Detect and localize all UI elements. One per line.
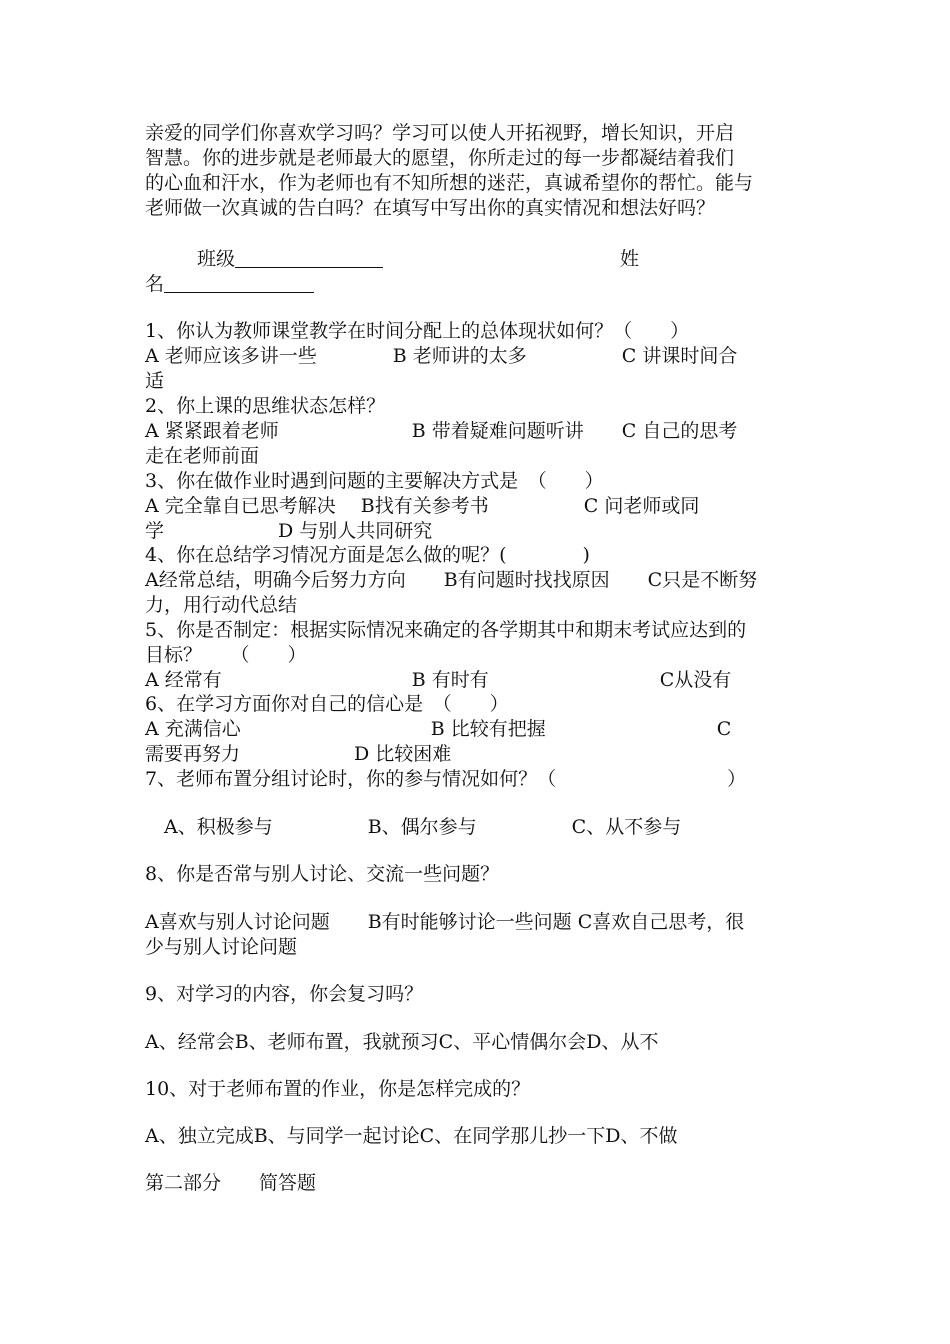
class-blank[interactable] [235,247,383,268]
question-4-options-cont: 力，用行动代总结 [145,594,298,616]
question-2-options-cont: 走在老师前面 [145,445,260,467]
class-label: 班级 [197,248,236,270]
question-9-options: A、经常会B、老师布置，我就预习C、平心情偶尔会D、从不 [145,1031,659,1053]
name-blank[interactable] [164,272,314,293]
question-5: 5、你是否制定：根据实际情况来确定的各学期其中和期末考试应达到的 [145,619,747,641]
question-7: 7、老师布置分组讨论时，你的参与情况如何？（ ） [145,768,747,790]
name-field [145,272,314,297]
question-3-options: A 完全靠自已思考解决 B找有关参考书 C 问老师或同 [145,495,700,517]
question-6-options: A 充满信心 B 比较有把握 C [145,718,732,740]
question-4-options: A经常总结，明确今后努力方向 B有问题时找找原因 C只是不断努 [145,569,758,591]
intro-line: 的心血和汗水，作为老师也有不知所想的迷茫，真诚希望你的帮忙。能与 [145,172,754,194]
question-3-options-cont: 学 D 与别人共同研究 [145,520,433,542]
section-heading: 第二部分 简答题 [145,1172,317,1194]
question-5-options: A 经常有 B 有时有 C从没有 [145,669,732,691]
question-6: 6、在学习方面你对自己的信心是 （ ） [145,693,509,715]
question-9: 9、对学习的内容，你会复习吗？ [145,983,424,1005]
class-field [197,247,383,272]
question-1-options-cont: 适 [145,370,165,392]
intro-line: 老师做一次真诚的告白吗？在填写中写出你的真实情况和想法好吗？ [145,197,716,219]
question-1-options: A 老师应该多讲一些 B 老师讲的太多 C 讲课时间合 [145,345,738,367]
question-8-options-cont: 少与别人讨论问题 [145,936,298,958]
question-3: 3、你在做作业时遇到问题的主要解决方式是 （ ） [145,470,604,492]
question-8: 8、你是否常与别人讨论、交流一些问题？ [145,863,500,885]
intro-line: 智慧。你的进步就是老师最大的愿望，你所走过的每一步都凝结着我们 [145,147,735,169]
question-1: 1、你认为教师课堂教学在时间分配上的总体现状如何？（ ） [145,320,690,342]
question-8-options: A喜欢与别人讨论问题 B有时能够讨论一些问题 C喜欢自己思考，很 [145,911,745,933]
question-5-cont: 目标？ （ ） [145,644,307,666]
intro-line: 亲爱的同学们你喜欢学习吗？学习可以使人开拓视野，增长知识，开启 [145,122,735,144]
question-4: 4、你在总结学习情况方面是怎么做的呢？( ) [145,544,590,566]
question-7-options: A、积极参与 B、偶尔参与 C、从不参与 [145,816,682,838]
name-label-part1: 姓 [620,248,640,270]
question-10: 10、对于老师布置的作业，你是怎样完成的？ [145,1078,531,1100]
question-2-options: A 紧紧跟着老师 B 带着疑难问题听讲 C 自己的思考 [145,420,738,442]
question-6-options-cont: 需要再努力 D 比较困难 [145,743,452,765]
question-10-options: A、独立完成B、与同学一起讨论C、在同学那儿抄一下D、不做 [145,1125,678,1147]
question-2: 2、你上课的思维状态怎样？ [145,395,386,417]
name-label-part2: 名 [145,273,165,295]
